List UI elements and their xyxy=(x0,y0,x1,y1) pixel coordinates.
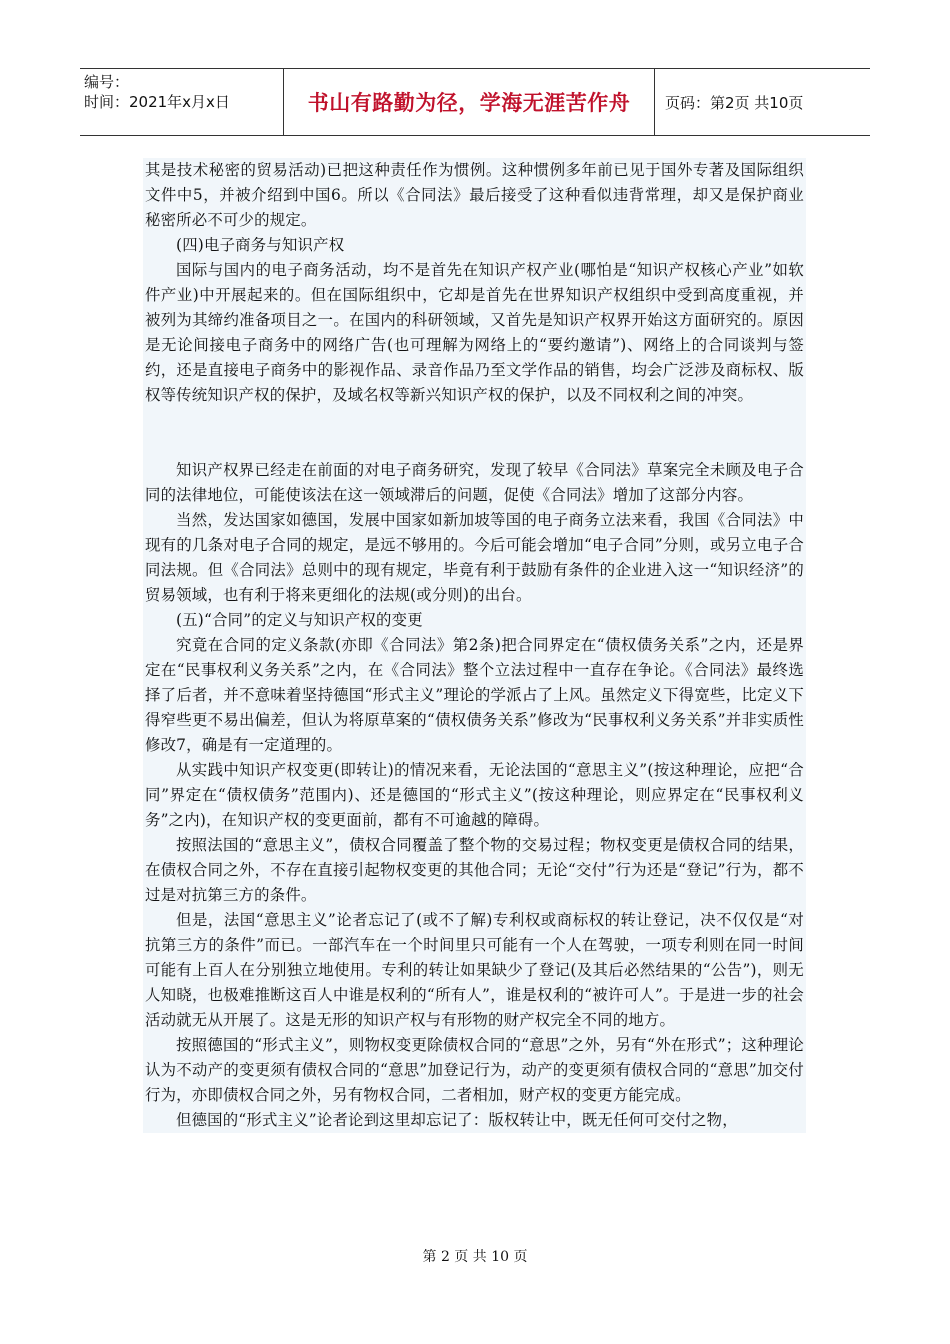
paragraph: 按照法国的“意思主义”，债权合同覆盖了整个物的交易过程；物权变更是债权合同的结果，在债权合同之外，不存在直接引起物权变更的其他合同；无论“交付”行为还是“登记”行为，都不过是对抗第三方的条件。 xyxy=(143,833,806,908)
paragraph: 当然，发达国家如德国，发展中国家如新加坡等国的电子商务立法来看，我国《合同法》中现有的几条对电子合同的规定，是远不够用的。今后可能会增加“电子合同”分则，或另立电子合同法规。但《合同法》总则中的现有规定，毕竟有利于鼓励有条件的企业进入这一“知识经济”的贸易领域，也有利于将来更细化的法规(或分则)的出台。 xyxy=(143,508,806,608)
paragraph: 按照德国的“形式主义”，则物权变更除债权合同的“意思”之外，另有“外在形式”；这种理论认为不动产的变更须有债权合同的“意思”加登记行为，动产的变更须有债权合同的“意思”加交付行为，亦即债权合同之外，另有物权合同，二者相加，财产权的变更方能完成。 xyxy=(143,1033,806,1108)
blank-gap xyxy=(143,408,806,458)
section-heading: (四)电子商务与知识产权 xyxy=(143,233,806,258)
paragraph: 国际与国内的电子商务活动，均不是首先在知识产权产业(哪怕是“知识产权核心产业”如软件产业)中开展起来的。但在国际组织中，它却是首先在世界知识产权组织中受到高度重视，并被列为其缔约准备项目之一。在国内的科研领域，又首先是知识产权界开始这方面研究的。原因是无论间接电子商务中的网络广告(也可理解为网络上的“要约邀请”)、网络上的合同谈判与签约，还是直接电子商务中的影视作品、录音作品乃至文学作品的销售，均会广泛涉及商标权、版权等传统知识产权的保护，及域名权等新兴知识产权的保护，以及不同权利之间的冲突。 xyxy=(143,258,806,408)
paragraph: 但是，法国“意思主义”论者忘记了(或不了解)专利权或商标权的转让登记，决不仅仅是“对抗第三方的条件”而已。一部汽车在一个时间里只可能有一个人在驾驶，一项专利则在同一时间可能有上百人在分别独立地使用。专利的转让如果缺少了登记(及其后必然结果的“公告”)，则无人知晓，也极难推断这百人中谁是权利的“所有人”，谁是权利的“被许可人”。于是进一步的社会活动就无从开展了。这是无形的知识产权与有形物的财产权完全不同的地方。 xyxy=(143,908,806,1033)
number-label: 编号： xyxy=(84,73,130,91)
time-label: 时间：2021年x月x日 xyxy=(84,93,230,111)
paragraph: 但德国的“形式主义”论者论到这里却忘记了：版权转让中，既无任何可交付之物， xyxy=(143,1108,806,1133)
paragraph: 知识产权界已经走在前面的对电子商务研究，发现了较早《合同法》草案完全未顾及电子合同的法律地位，可能使该法在这一领域滞后的问题，促使《合同法》增加了这部分内容。 xyxy=(143,458,806,508)
header-motto: 书山有路勤为径，学海无涯苦作舟 xyxy=(283,69,655,135)
page-footer: 第 2 页 共 10 页 xyxy=(422,1249,528,1265)
document-body xyxy=(143,158,806,1133)
paragraph: 其是技术秘密的贸易活动)已把这种责任作为惯例。这种惯例多年前已见于国外专著及国际组织文件中5，并被介绍到中国6。所以《合同法》最后接受了这种看似违背常理，却又是保护商业秘密所必不可少的规定。 xyxy=(143,158,806,233)
paragraph: 从实践中知识产权变更(即转让)的情况来看，无论法国的“意思主义”(按这种理论，应把“合同”界定在“债权债务”范围内)、还是德国的“形式主义”(按这种理论，则应界定在“民事权利义务”之内)，在知识产权的变更面前，都有不可逾越的障碍。 xyxy=(143,758,806,833)
header-page-label: 页码：第2页 共10页 xyxy=(665,93,804,112)
header-meta xyxy=(80,69,283,135)
paragraph: 究竟在合同的定义条款(亦即《合同法》第2条)把合同界定在“债权债务关系”之内，还是界定在“民事权利义务关系”之内，在《合同法》整个立法过程中一直存在争论。《合同法》最终选择了后者，并不意味着坚持德国“形式主义”理论的学派占了上风。虽然定义下得宽些，比定义下得窄些更不易出偏差，但认为将原草案的“债权债务关系”修改为“民事权利义务关系”并非实质性修改7，确是有一定道理的。 xyxy=(143,633,806,758)
page-header xyxy=(80,68,870,136)
section-heading: (五)“合同”的定义与知识产权的变更 xyxy=(143,608,806,633)
